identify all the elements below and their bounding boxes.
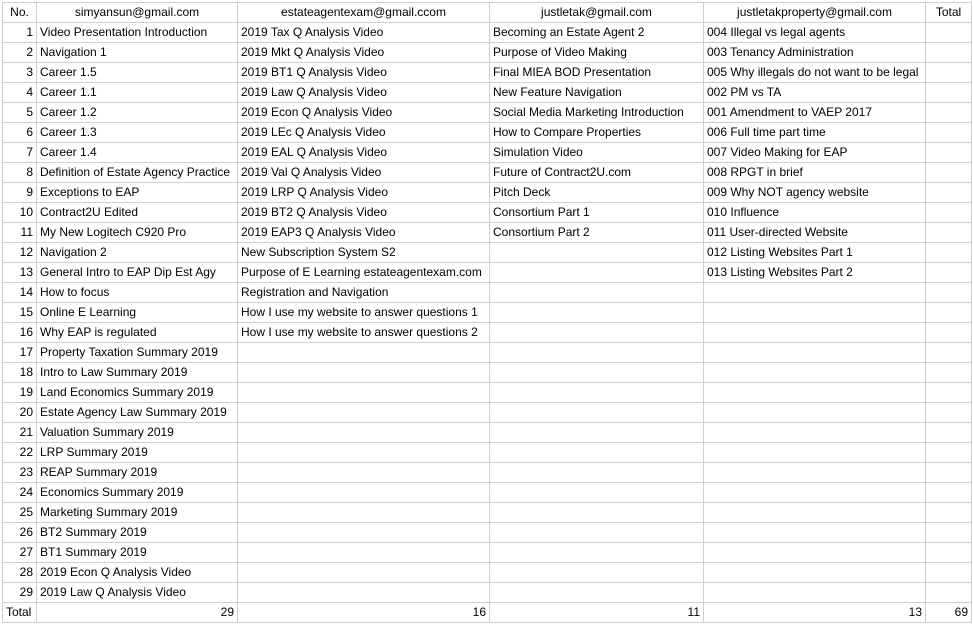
cell-justletak[interactable]: Simulation Video: [490, 143, 704, 163]
cell-justletak[interactable]: [490, 443, 704, 463]
header-total[interactable]: Total: [926, 3, 972, 23]
cell-simyansun[interactable]: LRP Summary 2019: [37, 443, 238, 463]
cell-simyansun[interactable]: Career 1.5: [37, 63, 238, 83]
cell-simyansun[interactable]: Career 1.4: [37, 143, 238, 163]
table-row: [3, 483, 972, 503]
cell-estateagentexam[interactable]: [238, 523, 490, 543]
cell-justletakproperty[interactable]: 007 Video Making for EAP: [704, 143, 926, 163]
cell-total[interactable]: [926, 163, 972, 183]
cell-total[interactable]: [926, 583, 972, 603]
cell-simyansun[interactable]: Career 1.3: [37, 123, 238, 143]
cell-justletak[interactable]: [490, 483, 704, 503]
cell-justletak[interactable]: [490, 243, 704, 263]
cell-estateagentexam[interactable]: How I use my website to answer questions 1: [238, 303, 490, 323]
cell-justletakproperty[interactable]: [704, 523, 926, 543]
cell-simyansun[interactable]: Contract2U Edited: [37, 203, 238, 223]
cell-total[interactable]: [926, 503, 972, 523]
table-row: [3, 123, 972, 143]
cell-total[interactable]: [926, 183, 972, 203]
cell-simyansun[interactable]: General Intro to EAP Dip Est Agy: [37, 263, 238, 283]
table-row: [3, 103, 972, 123]
cell-simyansun[interactable]: Estate Agency Law Summary 2019: [37, 403, 238, 423]
cell-simyansun[interactable]: Economics Summary 2019: [37, 483, 238, 503]
cell-estateagentexam[interactable]: New Subscription System S2: [238, 243, 490, 263]
cell-simyansun[interactable]: Video Presentation Introduction: [37, 23, 238, 43]
row-number[interactable]: 21: [3, 423, 37, 443]
row-number[interactable]: 20: [3, 403, 37, 423]
cell-estateagentexam[interactable]: 2019 EAP3 Q Analysis Video: [238, 223, 490, 243]
table-row: [3, 323, 972, 343]
cell-total[interactable]: [926, 563, 972, 583]
cell-total[interactable]: [926, 323, 972, 343]
cell-estateagentexam[interactable]: 2019 Val Q Analysis Video: [238, 163, 490, 183]
cell-estateagentexam[interactable]: [238, 443, 490, 463]
cell-total[interactable]: [926, 143, 972, 163]
cell-justletak[interactable]: Social Media Marketing Introduction: [490, 103, 704, 123]
cell-estateagentexam[interactable]: Purpose of E Learning estateagentexam.com: [238, 263, 490, 283]
cell-justletak[interactable]: [490, 463, 704, 483]
cell-justletakproperty[interactable]: [704, 403, 926, 423]
cell-simyansun[interactable]: Definition of Estate Agency Practice: [37, 163, 238, 183]
cell-simyansun[interactable]: How to focus: [37, 283, 238, 303]
cell-simyansun[interactable]: Online E Learning: [37, 303, 238, 323]
cell-estateagentexam[interactable]: 2019 LEc Q Analysis Video: [238, 123, 490, 143]
row-number[interactable]: 24: [3, 483, 37, 503]
cell-justletakproperty[interactable]: [704, 323, 926, 343]
cell-total[interactable]: [926, 543, 972, 563]
table-row: [3, 343, 972, 363]
cell-justletakproperty[interactable]: 004 Illegal vs legal agents: [704, 23, 926, 43]
cell-estateagentexam[interactable]: 2019 Econ Q Analysis Video: [238, 103, 490, 123]
cell-justletak[interactable]: [490, 323, 704, 343]
cell-total[interactable]: [926, 203, 972, 223]
cell-total[interactable]: [926, 63, 972, 83]
table-row: [3, 223, 972, 243]
cell-simyansun[interactable]: 2019 Econ Q Analysis Video: [37, 563, 238, 583]
total-label[interactable]: Total: [3, 603, 37, 623]
cell-simyansun[interactable]: Valuation Summary 2019: [37, 423, 238, 443]
row-number[interactable]: 23: [3, 463, 37, 483]
cell-estateagentexam[interactable]: 2019 Mkt Q Analysis Video: [238, 43, 490, 63]
cell-justletak[interactable]: [490, 503, 704, 523]
row-number[interactable]: 25: [3, 503, 37, 523]
row-number[interactable]: 9: [3, 183, 37, 203]
cell-justletak[interactable]: How to Compare Properties: [490, 123, 704, 143]
cell-estateagentexam[interactable]: [238, 543, 490, 563]
table-row: [3, 243, 972, 263]
row-number[interactable]: 1: [3, 23, 37, 43]
cell-justletak[interactable]: [490, 403, 704, 423]
row-number[interactable]: 12: [3, 243, 37, 263]
cell-justletakproperty[interactable]: [704, 343, 926, 363]
table-row: [3, 423, 972, 443]
cell-simyansun[interactable]: Career 1.2: [37, 103, 238, 123]
cell-justletakproperty[interactable]: 003 Tenancy Administration: [704, 43, 926, 63]
cell-justletakproperty[interactable]: 002 PM vs TA: [704, 83, 926, 103]
cell-justletak[interactable]: [490, 343, 704, 363]
cell-simyansun[interactable]: Property Taxation Summary 2019: [37, 343, 238, 363]
cell-justletak[interactable]: New Feature Navigation: [490, 83, 704, 103]
cell-total[interactable]: [926, 443, 972, 463]
cell-justletakproperty[interactable]: 010 Influence: [704, 203, 926, 223]
row-number[interactable]: 14: [3, 283, 37, 303]
cell-justletak[interactable]: [490, 583, 704, 603]
cell-estateagentexam[interactable]: 2019 LRP Q Analysis Video: [238, 183, 490, 203]
cell-total[interactable]: [926, 283, 972, 303]
row-number[interactable]: 16: [3, 323, 37, 343]
header-justletakproperty[interactable]: justletakproperty@gmail.com: [704, 3, 926, 23]
cell-justletak[interactable]: Consortium Part 1: [490, 203, 704, 223]
cell-estateagentexam[interactable]: [238, 563, 490, 583]
total-row: [3, 603, 972, 623]
cell-justletakproperty[interactable]: 001 Amendment to VAEP 2017: [704, 103, 926, 123]
header-row: [3, 3, 972, 23]
total-estateagentexam[interactable]: 16: [238, 603, 490, 623]
header-estateagentexam[interactable]: estateagentexam@gmail.ccom: [238, 3, 490, 23]
cell-justletak[interactable]: Future of Contract2U.com: [490, 163, 704, 183]
cell-simyansun[interactable]: 2019 Law Q Analysis Video: [37, 583, 238, 603]
cell-estateagentexam[interactable]: [238, 583, 490, 603]
cell-justletak[interactable]: Consortium Part 2: [490, 223, 704, 243]
cell-simyansun[interactable]: REAP Summary 2019: [37, 463, 238, 483]
row-number[interactable]: 15: [3, 303, 37, 323]
cell-estateagentexam[interactable]: [238, 383, 490, 403]
table-row: [3, 543, 972, 563]
cell-justletak[interactable]: [490, 383, 704, 403]
cell-estateagentexam[interactable]: [238, 363, 490, 383]
cell-justletak[interactable]: [490, 523, 704, 543]
table-row: [3, 363, 972, 383]
cell-justletakproperty[interactable]: [704, 543, 926, 563]
table-row: [3, 303, 972, 323]
row-number[interactable]: 7: [3, 143, 37, 163]
row-number[interactable]: 28: [3, 563, 37, 583]
table-row: [3, 383, 972, 403]
cell-justletakproperty[interactable]: 008 RPGT in brief: [704, 163, 926, 183]
cell-justletakproperty[interactable]: [704, 583, 926, 603]
cell-simyansun[interactable]: Career 1.1: [37, 83, 238, 103]
table-row: [3, 143, 972, 163]
cell-total[interactable]: [926, 403, 972, 423]
table-row: [3, 563, 972, 583]
row-number[interactable]: 17: [3, 343, 37, 363]
table-row: [3, 183, 972, 203]
table-row: [3, 43, 972, 63]
cell-total[interactable]: [926, 43, 972, 63]
row-number[interactable]: 29: [3, 583, 37, 603]
cell-total[interactable]: [926, 223, 972, 243]
cell-estateagentexam[interactable]: 2019 BT2 Q Analysis Video: [238, 203, 490, 223]
cell-total[interactable]: [926, 463, 972, 483]
cell-justletak[interactable]: Purpose of Video Making: [490, 43, 704, 63]
cell-simyansun[interactable]: BT2 Summary 2019: [37, 523, 238, 543]
cell-justletakproperty[interactable]: 005 Why illegals do not want to be legal: [704, 63, 926, 83]
cell-justletakproperty[interactable]: [704, 463, 926, 483]
table-row: [3, 463, 972, 483]
total-simyansun[interactable]: 29: [37, 603, 238, 623]
cell-justletakproperty[interactable]: 011 User-directed Website: [704, 223, 926, 243]
cell-justletak[interactable]: Becoming an Estate Agent 2: [490, 23, 704, 43]
cell-justletak[interactable]: [490, 423, 704, 443]
table-row: [3, 23, 972, 43]
cell-total[interactable]: [926, 523, 972, 543]
total-justletakproperty[interactable]: 13: [704, 603, 926, 623]
cell-justletakproperty[interactable]: 012 Listing Websites Part 1: [704, 243, 926, 263]
cell-justletakproperty[interactable]: 006 Full time part time: [704, 123, 926, 143]
cell-justletakproperty[interactable]: [704, 283, 926, 303]
cell-estateagentexam[interactable]: [238, 463, 490, 483]
cell-total[interactable]: [926, 103, 972, 123]
cell-total[interactable]: [926, 23, 972, 43]
cell-estateagentexam[interactable]: [238, 423, 490, 443]
cell-justletakproperty[interactable]: [704, 303, 926, 323]
cell-total[interactable]: [926, 343, 972, 363]
cell-estateagentexam[interactable]: 2019 BT1 Q Analysis Video: [238, 63, 490, 83]
cell-total[interactable]: [926, 483, 972, 503]
table-row: [3, 443, 972, 463]
cell-justletakproperty[interactable]: 009 Why NOT agency website: [704, 183, 926, 203]
cell-estateagentexam[interactable]: How I use my website to answer questions 2: [238, 323, 490, 343]
total-grand[interactable]: 69: [926, 603, 972, 623]
table-row: [3, 403, 972, 423]
cell-total[interactable]: [926, 303, 972, 323]
table-row: [3, 63, 972, 83]
cell-estateagentexam[interactable]: 2019 Law Q Analysis Video: [238, 83, 490, 103]
row-number[interactable]: 26: [3, 523, 37, 543]
cell-justletak[interactable]: [490, 543, 704, 563]
cell-estateagentexam[interactable]: 2019 EAL Q Analysis Video: [238, 143, 490, 163]
row-number[interactable]: 10: [3, 203, 37, 223]
cell-estateagentexam[interactable]: Registration and Navigation: [238, 283, 490, 303]
cell-total[interactable]: [926, 263, 972, 283]
video-list-table: [2, 2, 972, 623]
cell-justletakproperty[interactable]: [704, 483, 926, 503]
row-number[interactable]: 18: [3, 363, 37, 383]
cell-justletak[interactable]: [490, 563, 704, 583]
cell-justletakproperty[interactable]: [704, 363, 926, 383]
row-number[interactable]: 13: [3, 263, 37, 283]
row-number[interactable]: 3: [3, 63, 37, 83]
cell-simyansun[interactable]: Intro to Law Summary 2019: [37, 363, 238, 383]
row-number[interactable]: 8: [3, 163, 37, 183]
cell-justletakproperty[interactable]: [704, 563, 926, 583]
cell-total[interactable]: [926, 423, 972, 443]
cell-justletakproperty[interactable]: [704, 423, 926, 443]
cell-simyansun[interactable]: Exceptions to EAP: [37, 183, 238, 203]
cell-simyansun[interactable]: BT1 Summary 2019: [37, 543, 238, 563]
table-row: [3, 83, 972, 103]
header-simyansun[interactable]: simyansun@gmail.com: [37, 3, 238, 23]
cell-justletakproperty[interactable]: [704, 383, 926, 403]
row-number[interactable]: 2: [3, 43, 37, 63]
cell-simyansun[interactable]: My New Logitech C920 Pro: [37, 223, 238, 243]
table-row: [3, 523, 972, 543]
row-number[interactable]: 11: [3, 223, 37, 243]
row-number[interactable]: 4: [3, 83, 37, 103]
table-body: [3, 23, 972, 603]
row-number[interactable]: 19: [3, 383, 37, 403]
row-number[interactable]: 27: [3, 543, 37, 563]
cell-total[interactable]: [926, 363, 972, 383]
table-row: [3, 203, 972, 223]
cell-total[interactable]: [926, 383, 972, 403]
cell-justletak[interactable]: Final MIEA BOD Presentation: [490, 63, 704, 83]
table-row: [3, 263, 972, 283]
cell-justletak[interactable]: [490, 263, 704, 283]
cell-justletakproperty[interactable]: [704, 503, 926, 523]
cell-justletak[interactable]: [490, 363, 704, 383]
cell-estateagentexam[interactable]: [238, 503, 490, 523]
row-number[interactable]: 6: [3, 123, 37, 143]
header-justletak[interactable]: justletak@gmail.com: [490, 3, 704, 23]
cell-total[interactable]: [926, 83, 972, 103]
cell-justletak[interactable]: [490, 303, 704, 323]
cell-estateagentexam[interactable]: 2019 Tax Q Analysis Video: [238, 23, 490, 43]
table-row: [3, 583, 972, 603]
cell-total[interactable]: [926, 123, 972, 143]
cell-estateagentexam[interactable]: [238, 343, 490, 363]
cell-simyansun[interactable]: Navigation 1: [37, 43, 238, 63]
row-number[interactable]: 5: [3, 103, 37, 123]
cell-estateagentexam[interactable]: [238, 483, 490, 503]
total-justletak[interactable]: 11: [490, 603, 704, 623]
cell-total[interactable]: [926, 243, 972, 263]
cell-estateagentexam[interactable]: [238, 403, 490, 423]
cell-simyansun[interactable]: Why EAP is regulated: [37, 323, 238, 343]
table-row: [3, 163, 972, 183]
row-number[interactable]: 22: [3, 443, 37, 463]
cell-justletakproperty[interactable]: 013 Listing Websites Part 2: [704, 263, 926, 283]
table-row: [3, 283, 972, 303]
cell-simyansun[interactable]: Marketing Summary 2019: [37, 503, 238, 523]
header-no[interactable]: No.: [3, 3, 37, 23]
table-row: [3, 503, 972, 523]
cell-justletak[interactable]: Pitch Deck: [490, 183, 704, 203]
cell-justletak[interactable]: [490, 283, 704, 303]
cell-simyansun[interactable]: Navigation 2: [37, 243, 238, 263]
cell-justletakproperty[interactable]: [704, 443, 926, 463]
cell-simyansun[interactable]: Land Economics Summary 2019: [37, 383, 238, 403]
